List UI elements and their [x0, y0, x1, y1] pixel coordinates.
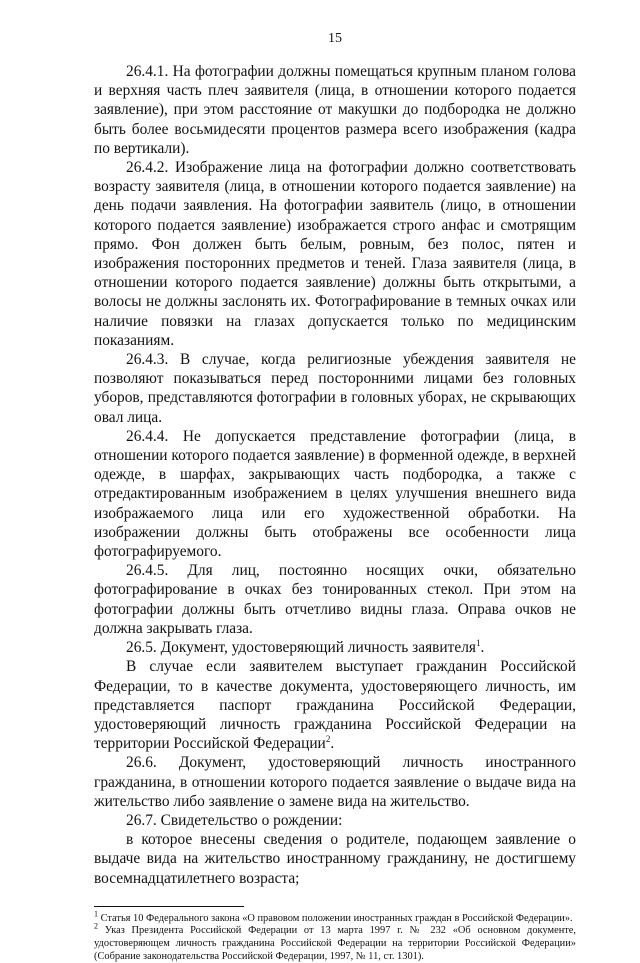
body-text [94, 62, 576, 888]
footnote-ref-1: 1 [476, 637, 481, 648]
paragraph-26-7: 26.7. Свидетельство о рождении: [126, 811, 343, 829]
footnote-divider [94, 906, 244, 907]
footnote-1-text: Статья 10 Федерального закона «О правовом положении иностранных граждан в Российской Федерации». [98, 912, 573, 924]
paragraph-26-4-3: 26.4.3. В случае, когда религиозные убеждения заявителя не позволяют показываться перед посторонними лицами без головных уборов, представляются фотографии в головных уборах, не скрывающих овал лица. [94, 351, 576, 426]
footnotes [94, 909, 576, 963]
paragraph-26-4-5: 26.4.5. Для лиц, постоянно носящих очки, обязательно фотографирование в очках без тонированных стекол. При этом на фотографии должны быть отчетливо видны глаза. Оправа очков не должна закрывать глаза. [94, 562, 576, 637]
footnote-ref-2: 2 [325, 733, 331, 744]
paragraph-26-7-details: в которое внесены сведения о родителе, подающем заявление о выдаче вида на жительство иностранному гражданину, не достигшему восемнадцатилетнего возраста; [94, 831, 576, 887]
footnote-2-text: Указ Президента Российской Федерации от 13 марта 1997 г. № 232 «Об основном документе, удостоверяющем личность гражданина Российской Федерации на территории Российской Федерации» (Собрание законодательства Российской Федерации, 1997, № 11, ст. 1301). [94, 925, 576, 962]
paragraph-26-4-2: 26.4.2. Изображение лица на фотографии должно соответствовать возрасту заявителя (лица, в отношении которого подается заявление) на день подачи заявления. На фотографии заявитель (лицо, в отношении которого подается заявление) изображается строго анфас и смотрящим прямо. Фон должен быть белым, ровным, без полос, пятен и изображения посторонних предметов и теней. Глаза заявителя (лица, в отношении которого подается заявление) должны быть открытыми, а волосы не должны заслонять их. Фотографирование в темных очках или наличие повязки на глазах допускается только по медицинским показаниям. [94, 159, 576, 349]
paragraph-26-4-1: 26.4.1. На фотографии должны помещаться крупным планом голова и верхняя часть плеч заявителя (лица, в отношении которого подается заявление), при этом расстояние от макушки до подбородка не должно быть более восьмидесяти процентов размера всего изображения (кадра по вертикали). [94, 63, 576, 157]
paragraph-26-5-passport-tail: . [330, 735, 335, 753]
paragraph-26-6: 26.6. Документ, удостоверяющий личность иностранного гражданина, в отношении которого подается заявление о выдаче вида на жительство либо заявление о замене вида на жительство. [94, 754, 576, 810]
paragraph-26-5-text: 26.5. Документ, удостоверяющий личность заявителя [126, 639, 476, 657]
paragraph-26-5-tail: . [480, 639, 485, 657]
footnote-1 [94, 909, 576, 926]
paragraph-26-4-4: 26.4.4. Не допускается представление фотографии (лица, в отношении которого подается заявление) в форменной одежде, в верхней одежде, в шарфах, закрывающих часть подбородка, а также с отредактированным изображением в целях улучшения внешнего вида изображаемого лица или его художественной обработки. На изображении должны быть отображены все особенности лица фотографируемого. [94, 427, 576, 561]
paragraph-26-5-passport [94, 657, 576, 753]
paragraph-26-5 [94, 638, 576, 657]
paragraph-26-5-passport-text: В случае если заявителем выступает гражданин Российской Федерации, то в качестве документа, удостоверяющего личность, им представляется паспорт гражданина Российской Федерации, удостоверяющий личность гражданина Российской Федерации на территории Российской Федерации [94, 658, 576, 753]
footnote-1-number: 1 [94, 909, 98, 919]
footnote-2 [94, 921, 576, 963]
page-number: 15 [328, 31, 342, 46]
footnote-2-number: 2 [94, 921, 98, 931]
